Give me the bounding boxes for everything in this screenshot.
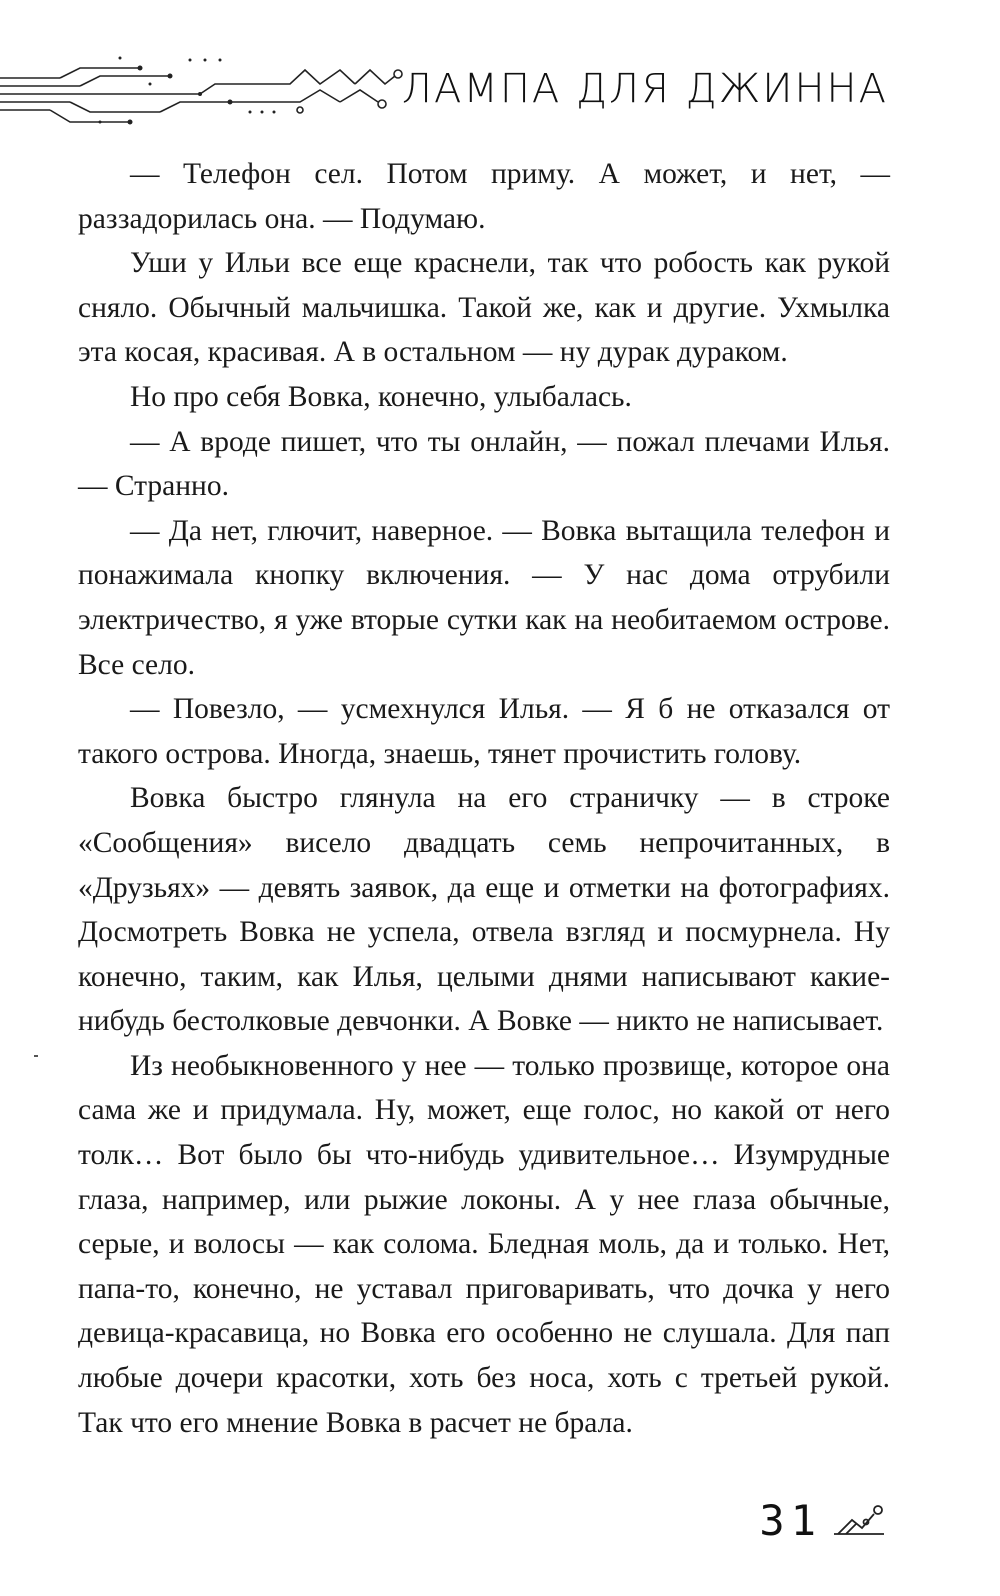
paragraph: — Да нет, глючит, наверное. — Вовка вытащила телефон и понажимала кнопку включения. — У нас дома отрубили электричество, я уже вторые сутки как на необитаемом острове. Все село. [78,514,890,681]
page-footer [759,1490,888,1550]
paragraph: Но про себя Вовка, конечно, улыбалась. [130,380,632,413]
paragraph: — Телефон сел. Потом приму. А может, и нет, — раззадорилась она. — Подумаю. [78,158,890,235]
book-title: ЛАМПА ДЛЯ ДЖИННА [401,66,888,112]
circuit-corner-icon [832,1500,888,1540]
page-header [0,40,1000,140]
paragraph: — Повезло, — усмехнулся Илья. — Я б не отказался от такого острова. Иногда, знаешь, тянет прочистить голову. [78,693,890,770]
paragraph: Вовка быстро глянула на его страничку — в строке «Сообщения» висело двадцать семь непрочитанных, в «Друзьях» — девять заявок, да еще и отметки на фотографиях. Досмотреть Вовка не успела, отвела взгляд и посмурнела. Ну конечно, таким, как Илья, целыми днями написывают какие-нибудь бестолковые девчонки. А Вовке — никто не написывает. [78,782,890,1038]
page-number: 31 [759,1495,822,1545]
circuit-board-icon [0,50,420,130]
paragraph: Из необыкновенного у нее — только прозвище, которое она сама же и придумала. Ну, может, еще голос, но какой от него толк… Вот было бы что-нибудь удивительное… Изумрудные глаза, например, или рыжие локоны. А у нее глаза обычные, серые, и волосы — как солома. Бледная моль, да и только. Нет, папа-то, конечно, не уставал приговаривать, что дочка у него девица-красавица, но Вовка его особенно не слушала. Для пап любые дочери красотки, хоть без носа, хоть с третьей рукой. Так что его мнение Вовка в расчет не брала. [78,1049,890,1439]
paragraph: Уши у Ильи все еще краснели, так что робость как рукой сняло. Обычный мальчишка. Такой же, как и другие. Ухмылка эта косая, красивая. А в остальном — ну дурак дураком. [78,247,890,369]
page-text [78,152,890,1445]
paragraph: — А вроде пишет, что ты онлайн, — пожал плечами Илья. — Странно. [78,425,890,503]
margin-mark [34,1055,38,1057]
